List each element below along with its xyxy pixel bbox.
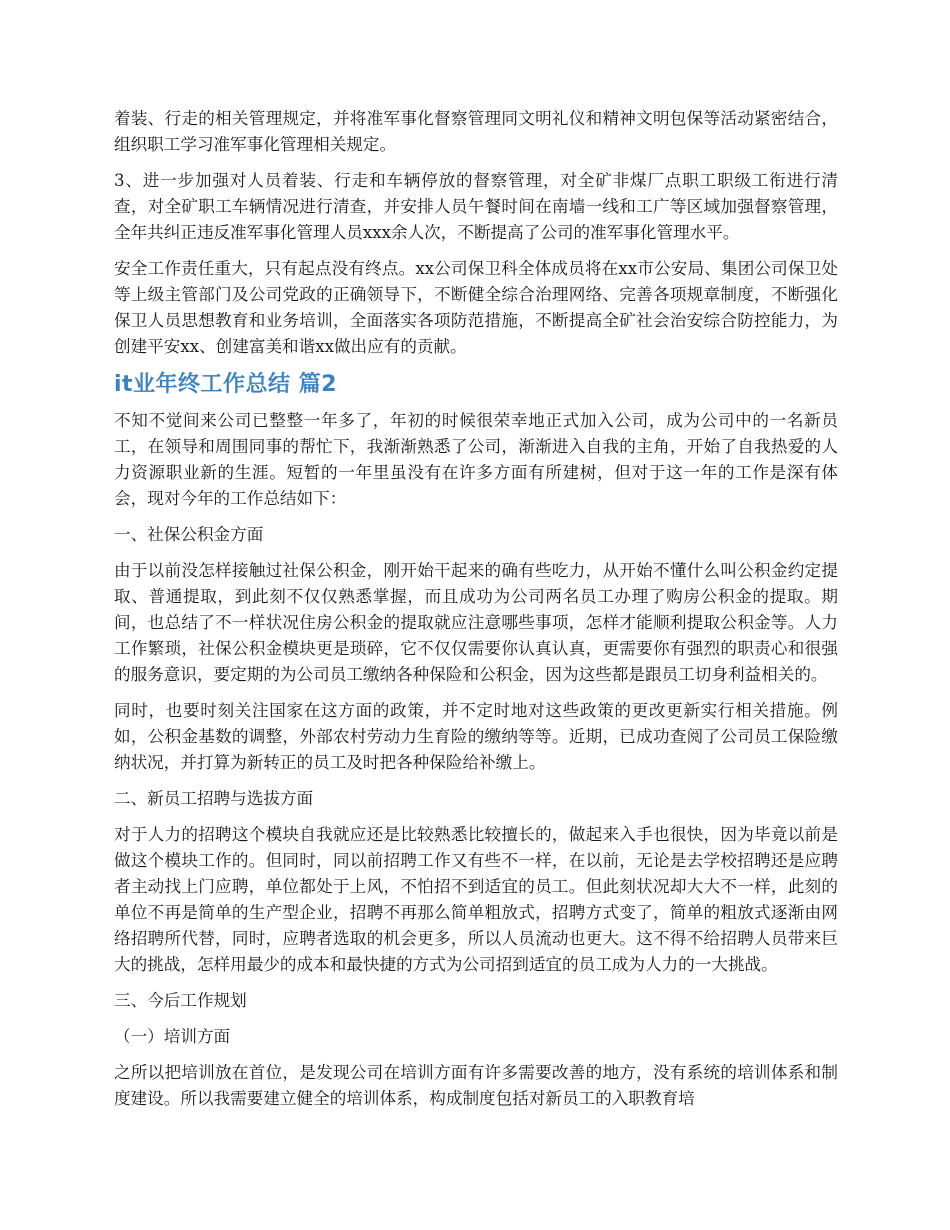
paragraph-social-security: 由于以前没怎样接触过社保公积金，刚开始干起来的确有些吃力，从开始不懂什么叫公积金约定提取、普通提取，到此刻不仅仅熟悉掌握，而且成功为公司两名员工办理了购房公积金的提取。期间，也总结了不一样状况住房公积金的提取就应注意哪些事项，怎样才能顺利提取公积金等。人力工作繁琐，社保公积金模块更是琐碎，它不仅仅需要你认真认真，更需要你有强烈的职责心和很强的服务意识，要定期的为公司员工缴纳各种保险和公积金，因为这些都是跟员工切身利益相关的。 — [114, 561, 838, 684]
subheading-training: （一）培训方面 — [114, 1027, 231, 1046]
subheading-recruitment: 二、新员工招聘与选拔方面 — [114, 789, 314, 808]
paragraph-training: 之所以把培训放在首位，是发现公司在培训方面有许多需要改善的地方，没有系统的培训体系和制度建设。所以我需要建立健全的培训体系，构成制度包括对新员工的入职教育培 — [114, 1063, 838, 1108]
paragraph-dress-rules: 着装、行走的相关管理规定，并将准军事化督察管理同文明礼仪和精神文明包保等活动紧密结合，组织职工学习准军事化管理相关规定。 — [114, 109, 838, 154]
document-page — [114, 106, 838, 1122]
section-heading: it业年终工作总结 篇2 — [114, 372, 338, 397]
paragraph-inspection: 3、进一步加强对人员着装、行走和车辆停放的督察管理，对全矿非煤厂点职工职级工衔进行清查，对全矿职工车辆情况进行清查，并安排人员午餐时间在南墙一线和工广等区域加强督察管理，全年共纠正违反准军事化管理人员xxx余人次，不断提高了公司的准军事化管理水平。 — [114, 171, 838, 242]
paragraph-safety-summary: 安全工作责任重大，只有起点没有终点。xx公司保卫科全体成员将在xx市公安局、集团公司保卫处等上级主管部门及公司党政的正确领导下，不断健全综合治理网络、完善各项规章制度，不断强化保卫人员思想教育和业务培训，全面落实各项防范措施，不断提高全矿社会治安综合防控能力，为创建平安xx、创建富美和谐xx做出应有的贡献。 — [114, 259, 838, 356]
paragraph-intro: 不知不觉间来公司已整整一年多了，年初的时候很荣幸地正式加入公司，成为公司中的一名新员工，在领导和周围同事的帮忙下，我渐渐熟悉了公司，渐渐进入自我的主角，开始了自我热爱的人力资源职业新的生涯。短暂的一年里虽没有在许多方面有所建树，但对于这一年的工作是深有体会，现对今年的工作总结如下： — [114, 411, 838, 508]
paragraph-policy: 同时，也要时刻关注国家在这方面的政策，并不定时地对这些政策的更改更新实行相关措施。例如，公积金基数的调整，外部农村劳动力生育险的缴纳等等。近期，已成功查阅了公司员工保险缴纳状况，并打算为新转正的员工及时把各种保险给补缴上。 — [114, 701, 838, 772]
subheading-social-security: 一、社保公积金方面 — [114, 525, 264, 544]
subheading-future-plan: 三、今后工作规划 — [114, 991, 247, 1010]
paragraph-recruitment: 对于人力的招聘这个模块自我就应还是比较熟悉比较擅长的，做起来入手也很快，因为毕竟以前是做这个模块工作的。但同时，同以前招聘工作又有些不一样，在以前，无论是去学校招聘还是应聘者主动找上门应聘，单位都处于上风，不怕招不到适宜的员工。但此刻状况却大大不一样，此刻的单位不再是简单的生产型企业，招聘不再那么简单粗放式，招聘方式变了，简单的粗放式逐渐由网络招聘所代替，同时，应聘者选取的机会更多，所以人员流动也更大。这不得不给招聘人员带来巨大的挑战，怎样用最少的成本和最快捷的方式为公司招到适宜的员工成为人力的一大挑战。 — [114, 825, 838, 974]
